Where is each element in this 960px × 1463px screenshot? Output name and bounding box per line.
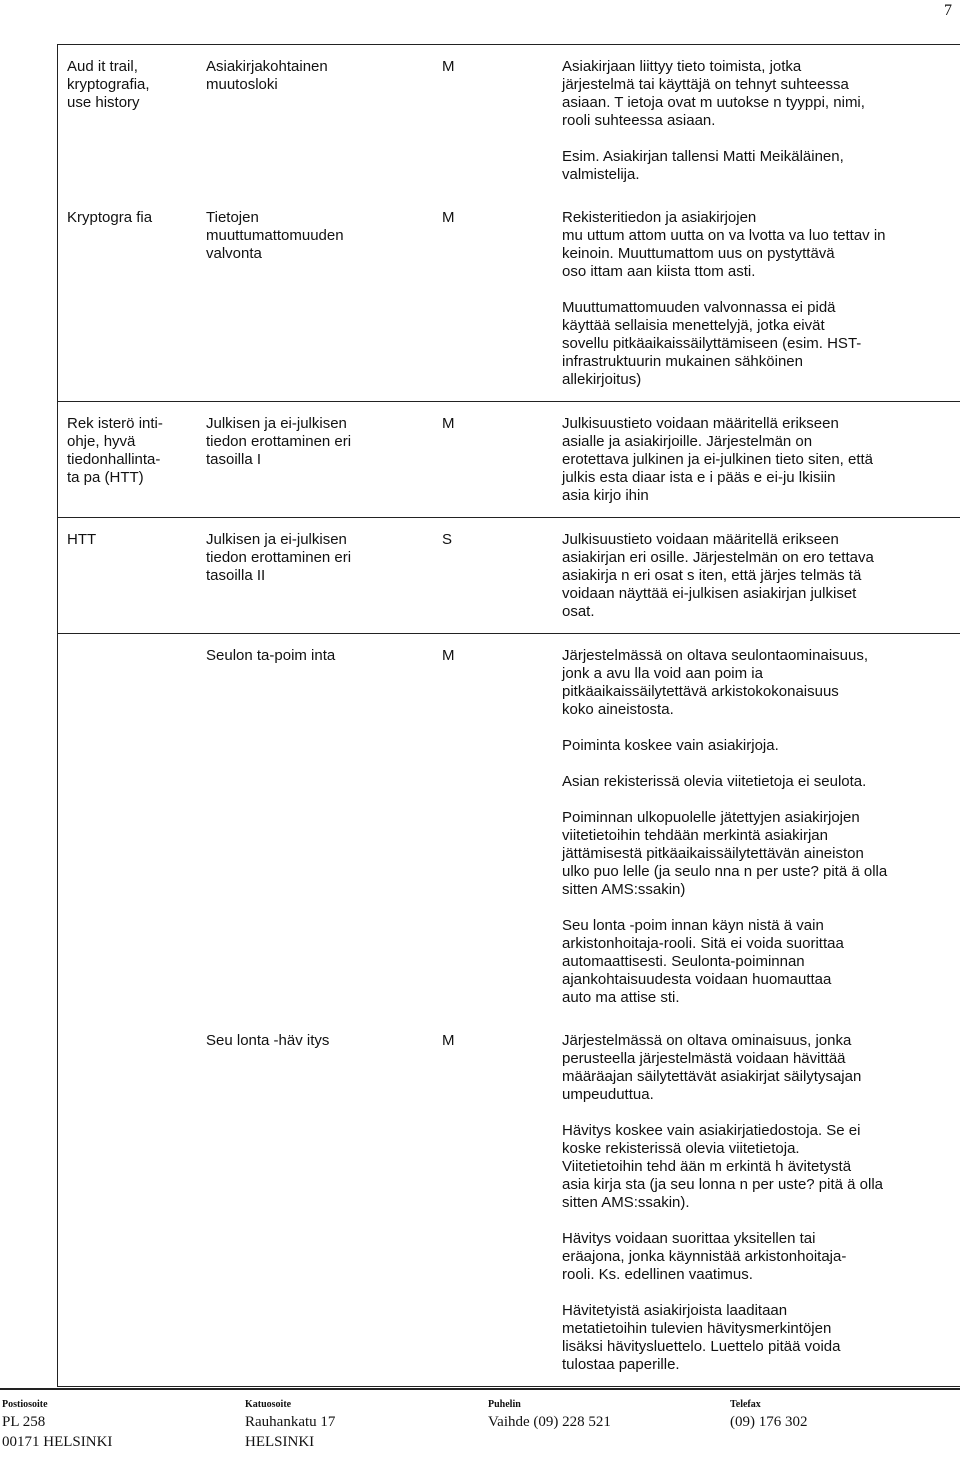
- footer-fax: [730, 1398, 808, 1432]
- description-paragraph: Julkisuustieto voidaan määritellä erikseen asialle ja asiakirjoille. Järjestelmän on erotettava julkinen ja ei-julkinen tieto siten, että julkis esta diaar ista e i pääs e ei-ju lkisiin asia kirjo ihin: [562, 415, 874, 504]
- table-row: [58, 634, 960, 1020]
- description-paragraph: Järjestelmässä on oltava ominaisuus, jonka perusteella järjestelmästä voidaan hävittää määräajan säilytettävät asiakirjat säilytysajan umpeuduttua.: [562, 1032, 862, 1103]
- footer-fax-heading: Telefax: [730, 1399, 761, 1410]
- requirements-table: [57, 44, 960, 1387]
- table-cell-category: Aud it trail, kryptografia, use history: [67, 58, 150, 111]
- table-row: [58, 196, 960, 402]
- description-paragraph: Hävitys voidaan suorittaa yksitellen tai eräajona, jonka käynnistää arkistonhoitaja- rooli. Ks. edellinen vaatimus.: [562, 1230, 847, 1283]
- table-cell-description: [562, 634, 960, 1019]
- table-cell-category: [67, 634, 206, 659]
- description-paragraph: Järjestelmässä on oltava seulontaominaisuus, jonk a avu lla void aan poim ia pitkäaikaissäilytettävä arkistokokonaisuus koko aineistosta.: [562, 647, 868, 718]
- table-cell-category: Rek isterö inti- ohje, hyvä tiedonhallinta- ta pa (HTT): [67, 415, 163, 486]
- description-paragraph: Hävitys koskee vain asiakirjatiedostoja. Se ei koske rekisterissä olevia viitetietoja. Viitetietoihin tehd ään m erkintä h ävitetystä asia kirja sta (ja seu lonna n per uste? pitä ä olla sitten AMS:ssakin).: [562, 1122, 884, 1211]
- table-cell-requirement: Seulon ta-poim inta: [206, 647, 336, 664]
- table-cell-priority: M: [442, 647, 455, 664]
- table-cell-requirement: Julkisen ja ei-julkisen tiedon erottaminen eri tasoilla I: [206, 415, 352, 468]
- description-paragraph: Rekisteritiedon ja asiakirjojen mu uttum attom uutta on va lvotta va luo tettav in keinoin. Muuttumattom uus on pystyttävä oso ittam aan kiista ttom asti.: [562, 209, 886, 280]
- table-cell-description: [562, 518, 960, 633]
- table-cell-description: [562, 45, 960, 196]
- footer-fax-line1: (09) 176 302: [730, 1414, 808, 1430]
- page-number: 7: [944, 2, 952, 19]
- requirements-table-body: [58, 45, 960, 1387]
- footer-street-address: [245, 1398, 335, 1452]
- footer-phone-heading: Puhelin: [488, 1399, 521, 1410]
- footer-phone: [488, 1398, 611, 1432]
- table-cell-priority: S: [442, 531, 453, 548]
- table-cell-priority: M: [442, 209, 455, 226]
- table-cell-category: HTT: [67, 531, 97, 548]
- description-paragraph: Muuttumattomuuden valvonnassa ei pidä käyttää sellaisia menettelyjä, jotka eivät sovellu pitkäaikaissäilyttämiseen (esim. HST- infrastruktuurin mukainen sähköinen allekirjoitus): [562, 299, 862, 388]
- footer-street-line1: Rauhankatu 17: [245, 1414, 336, 1430]
- table-cell-priority: M: [442, 58, 455, 75]
- table-row: [58, 518, 960, 634]
- table-cell-category: Kryptogra fia: [67, 209, 153, 226]
- description-paragraph: Hävitetyistä asiakirjoista laaditaan metatietoihin tulevien hävitysmerkintöjen lisäksi hävitysluettelo. Luettelo pitää voida tulostaa paperille.: [562, 1302, 841, 1373]
- description-paragraph: Asian rekisterissä olevia viitetietoja ei seulota.: [562, 773, 867, 790]
- footer-postal-line2: 00171 HELSINKI: [2, 1434, 113, 1450]
- description-paragraph: Julkisuustieto voidaan määritellä erikseen asiakirjan eri osille. Järjestelmän on ero tettava asiakirja n eri osat s iten, että järjes telmäs tä voidaan näyttää ei-julkisen asiakirjan julkiset osat.: [562, 531, 874, 620]
- table-cell-description: [562, 1019, 960, 1386]
- table-cell-description: [562, 196, 960, 401]
- footer-street-line2: HELSINKI: [245, 1434, 315, 1450]
- description-paragraph: Esim. Asiakirjan tallensi Matti Meikäläinen, valmistelija.: [562, 148, 844, 183]
- table-row: [58, 402, 960, 518]
- footer-postal-address: [2, 1398, 112, 1452]
- page-footer: [0, 1388, 960, 1450]
- description-paragraph: Asiakirjaan liittyy tieto toimista, jotka järjestelmä tai käyttäjä on tehnyt suhteessa asiaan. T ietoja ovat m uutokse n tyyppi, nimi, rooli suhteessa asiaan.: [562, 58, 865, 129]
- footer-postal-heading: Postiosoite: [2, 1399, 48, 1410]
- footer-postal-line1: PL 258: [2, 1414, 46, 1430]
- table-cell-requirement: Asiakirjakohtainen muutosloki: [206, 58, 328, 93]
- description-paragraph: Poiminta koskee vain asiakirjoja.: [562, 737, 779, 754]
- table-cell-requirement: Seu lonta -häv itys: [206, 1032, 330, 1049]
- table-row: [58, 45, 960, 197]
- description-paragraph: Poiminnan ulkopuolelle jätettyjen asiakirjojen viitetietoihin tehdään merkintä asiakirjan jättämisestä pitkäaikaissäilytettävän aineiston ulko puo lelle (ja seulo nna n per uste? pitä ä olla sitten AMS:ssakin): [562, 809, 888, 898]
- footer-street-heading: Katuosoite: [245, 1399, 292, 1410]
- table-cell-description: [562, 402, 960, 517]
- table-cell-priority: M: [442, 415, 455, 432]
- description-paragraph: Seu lonta -poim innan käyn nistä ä vain arkistonhoitaja-rooli. Sitä ei voida suorittaa automaattisesti. Seulonta-poiminnan ajankohtaisuudesta voidaan huomauttaa auto ma attise sti.: [562, 917, 844, 1006]
- table-row: [58, 1019, 960, 1387]
- table-cell-category: [67, 1019, 206, 1044]
- table-cell-requirement: Julkisen ja ei-julkisen tiedon erottaminen eri tasoilla II: [206, 531, 352, 584]
- table-cell-requirement: Tietojen muuttumattomuuden valvonta: [206, 209, 344, 262]
- table-cell-priority: M: [442, 1032, 455, 1049]
- footer-phone-line1: Vaihde (09) 228 521: [488, 1414, 611, 1430]
